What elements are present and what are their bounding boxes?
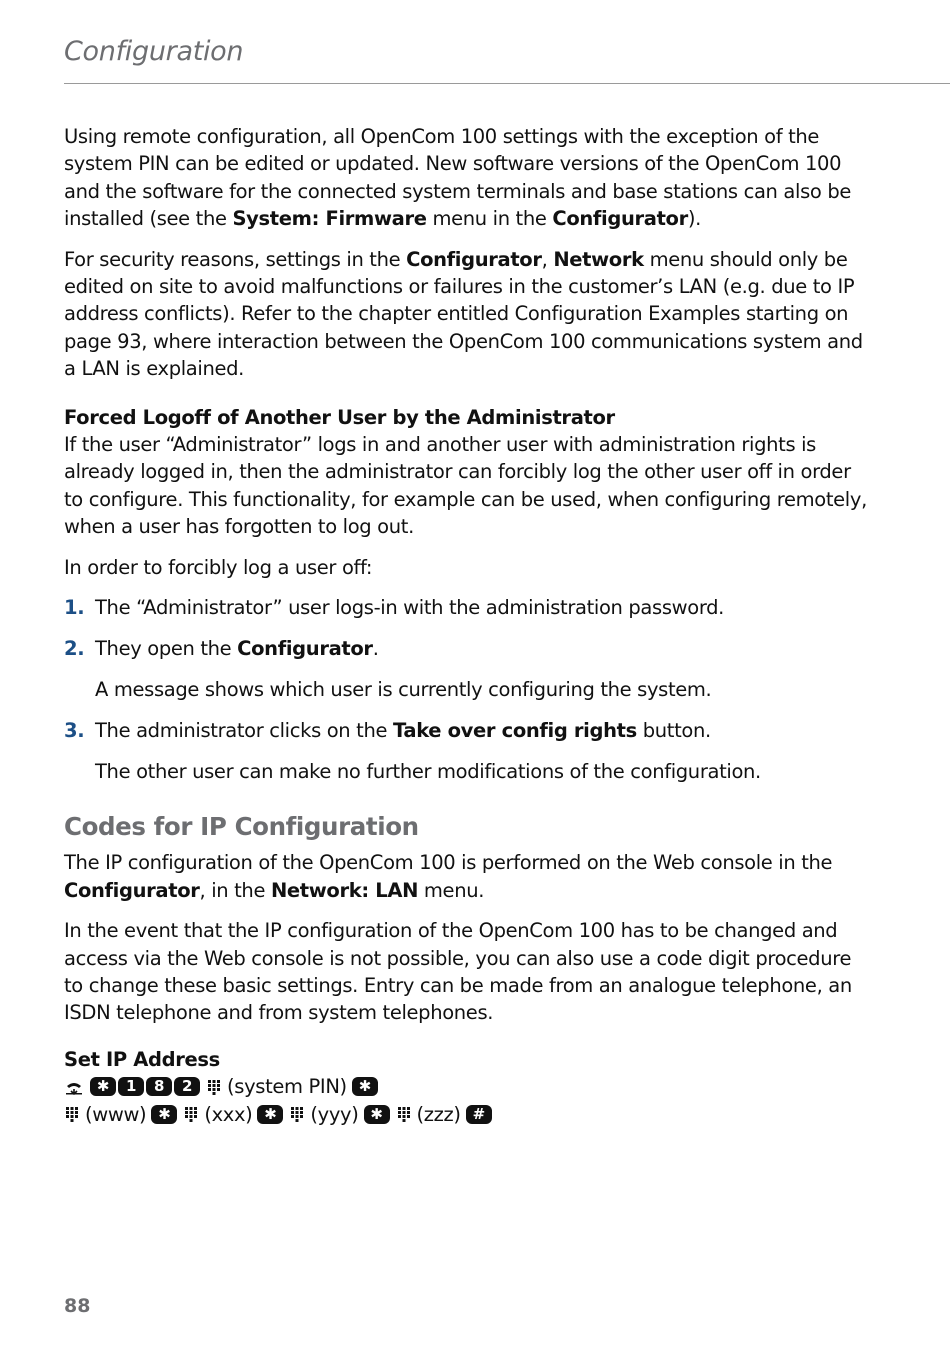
menu-ref: System: Firmware: [232, 206, 427, 230]
text: ).: [687, 206, 701, 230]
text: The IP configuration of the OpenCom 100 is performed on the Web console in the: [64, 851, 833, 875]
forced-logoff-body: If the user “Administrator” logs in and another user with administration rights is already logged in, then the administrator can forcibly log the other user off in order to configure. This functionality, for example can be used, when configuring remotely, when a user has forgotten to log out.: [64, 432, 867, 538]
menu-ref: Network: [553, 247, 644, 271]
step-text: [95, 594, 874, 621]
step-3-note: The other user can make no further modifications of the configuration.: [95, 759, 761, 783]
forced-logoff-intro: In order to forcibly log a user off:: [64, 555, 373, 579]
octet-zzz-text: (zzz): [416, 1102, 461, 1126]
page-number: 88: [64, 1295, 91, 1317]
menu-ref: Configurator: [552, 206, 688, 230]
key-star: ✱: [257, 1105, 283, 1124]
text: .: [372, 637, 379, 661]
step-2-note: A message shows which user is currently configuring the system.: [95, 678, 712, 702]
page-body: [64, 123, 874, 1128]
text: They open the: [95, 637, 238, 661]
key-star: ✱: [364, 1105, 390, 1124]
step-3: [64, 717, 874, 744]
running-header: Configuration: [64, 36, 244, 67]
menu-ref: Configurator: [406, 247, 542, 271]
code-line-1: [64, 1073, 874, 1100]
keypad-icon: [183, 1106, 199, 1122]
key-1: 1: [118, 1077, 144, 1096]
step-text: [95, 717, 874, 744]
code-line-2: [64, 1101, 874, 1128]
step-number: 1.: [64, 596, 85, 620]
step-text: [95, 635, 874, 662]
keypad-icon: [64, 1106, 80, 1122]
codes-paragraph-2: In the event that the IP configuration of the OpenCom 100 has to be changed and access via the Web console is not possible, you can also use a code digit procedure to change these basic settings. Entry can be made from an analogue telephone, an ISDN telephone and from system telephones.: [64, 919, 852, 1025]
security-paragraph: [64, 246, 874, 382]
key-8: 8: [146, 1077, 172, 1096]
menu-ref: Configurator: [64, 878, 200, 902]
lift-handset-icon: [64, 1079, 84, 1095]
text: The “Administrator” user logs-in with the administration password.: [95, 596, 725, 620]
keypad-icon: [289, 1106, 305, 1122]
key-star: ✱: [352, 1077, 378, 1096]
menu-ref: Network: LAN: [270, 878, 419, 902]
step-number: 3.: [64, 718, 85, 742]
key-star: ✱: [90, 1077, 116, 1096]
keypad-icon: [396, 1106, 412, 1122]
set-ip-heading: Set IP Address: [64, 1048, 220, 1072]
text: button.: [636, 718, 711, 742]
forced-logoff-heading: Forced Logoff of Another User by the Administrator: [64, 405, 615, 429]
text: For security reasons, settings in the: [64, 247, 407, 271]
key-star: ✱: [151, 1105, 177, 1124]
step-number: 2.: [64, 637, 85, 661]
step-2: [64, 635, 874, 662]
octet-xxx-text: (xxx): [204, 1102, 253, 1126]
intro-paragraph: [64, 123, 874, 232]
menu-ref: Configurator: [237, 637, 373, 661]
text: The administrator clicks on the: [95, 718, 393, 742]
section-title: Codes for IP Configuration: [64, 811, 419, 841]
text: menu.: [418, 878, 485, 902]
header-rule: [64, 83, 950, 84]
text: menu in the: [426, 206, 553, 230]
system-pin-text: (system PIN): [227, 1075, 347, 1099]
octet-www-text: (www): [85, 1102, 147, 1126]
key-2: 2: [174, 1077, 200, 1096]
text: , in the: [199, 878, 271, 902]
keypad-icon: [206, 1079, 222, 1095]
octet-yyy-text: (yyy): [310, 1102, 359, 1126]
codes-paragraph-1: [64, 849, 874, 904]
button-ref: Take over config rights: [392, 718, 637, 742]
key-hash: #: [466, 1105, 492, 1124]
step-1: [64, 594, 874, 621]
text: Using remote configuration, all OpenCom 100 settings with the exception of the system PIN can be edited or updated. New software versions of the OpenCom 100 and the software for the connected system terminals and base stations can also be installed (see the: [64, 125, 851, 230]
text: menu should only be edited on site to avoid malfunctions or failures in the customer’s LAN (e.g. due to IP address conflicts). Refer to the chapter entitled Configuration Examples starting on page 93, where interaction between the OpenCom 100 communications system and a LAN is explained.: [64, 247, 863, 380]
text: ,: [541, 247, 554, 271]
